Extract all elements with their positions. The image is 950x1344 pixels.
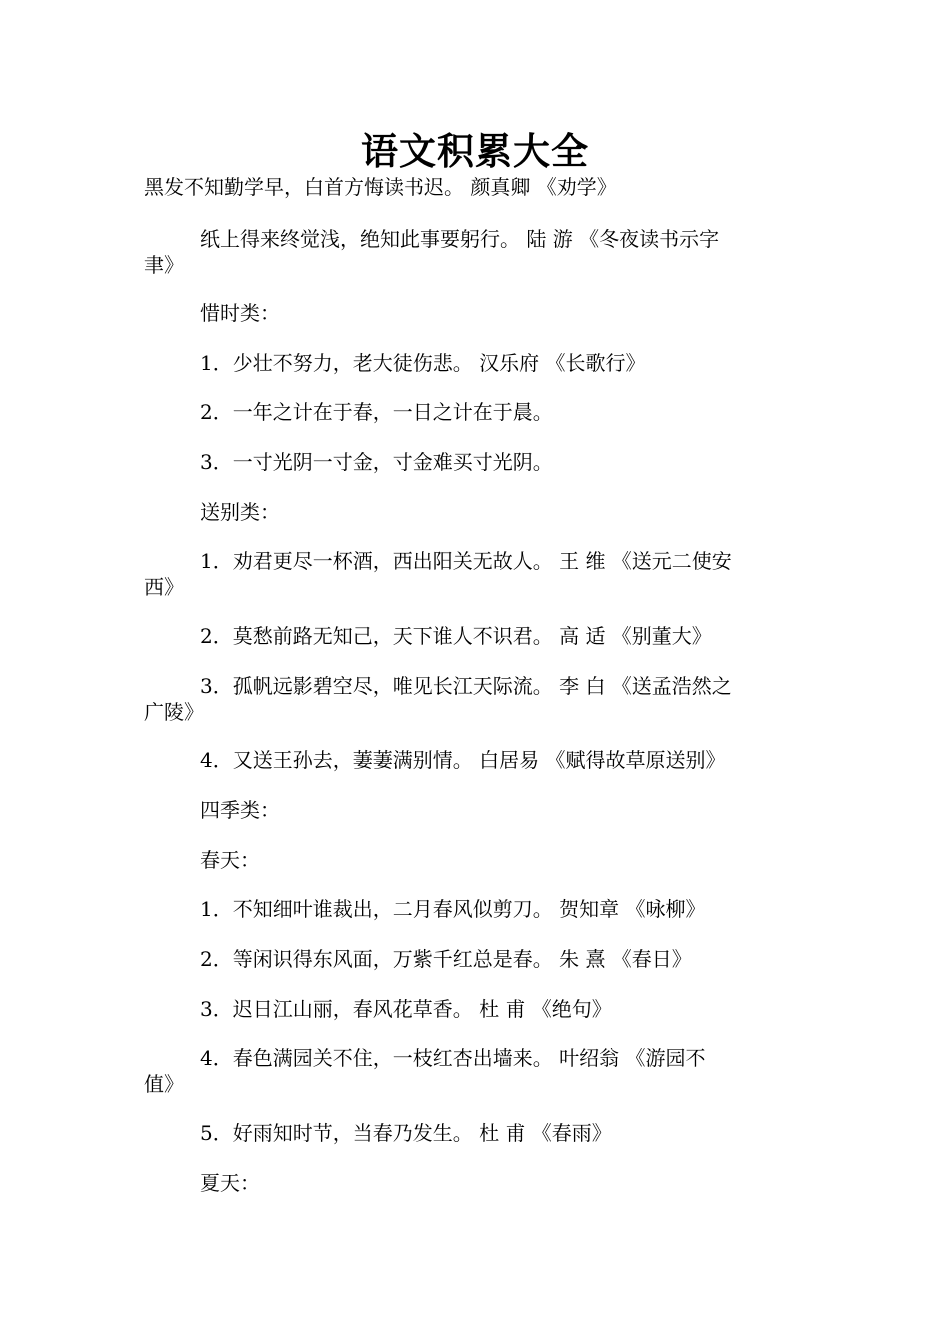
text-line: 1．不知细叶谁裁出，二月春风似剪刀。 贺知章 《咏柳》 xyxy=(200,897,706,921)
text-line: 3．一寸光阴一寸金，寸金难买寸光阴。 xyxy=(200,450,553,474)
section-heading: 夏天： xyxy=(200,1171,260,1195)
section-heading: 四季类： xyxy=(200,798,280,822)
text-line: 黑发不知勤学早，白首方悔读书迟。 颜真卿 《劝学》 xyxy=(144,175,617,199)
text-line: 西》 xyxy=(144,575,184,599)
section-heading: 送别类： xyxy=(200,500,280,524)
text-line: 1．劝君更尽一杯酒，西出阳关无故人。 王 维 《送元二使安 xyxy=(200,549,732,573)
page-title: 语文积累大全 xyxy=(361,129,589,173)
section-heading: 春天： xyxy=(200,848,260,872)
text-line: 3．孤帆远影碧空尽，唯见长江天际流。 李 白 《送孟浩然之 xyxy=(200,674,732,698)
text-line: 1．少壮不努力，老大徒伤悲。 汉乐府 《长歌行》 xyxy=(200,351,646,375)
text-line: 2．一年之计在于春，一日之计在于晨。 xyxy=(200,400,553,424)
text-line: 2．等闲识得东风面，万紫千红总是春。 朱 熹 《春日》 xyxy=(200,947,692,971)
text-line: 聿》 xyxy=(144,253,184,277)
section-heading: 惜时类： xyxy=(200,301,280,325)
text-line: 3．迟日江山丽，春风花草香。 杜 甫 《绝句》 xyxy=(200,997,612,1021)
text-line: 2．莫愁前路无知己，天下谁人不识君。 高 适 《别董大》 xyxy=(200,624,712,648)
text-line: 广陵》 xyxy=(144,700,204,724)
text-line: 纸上得来终觉浅，绝知此事要躬行。 陆 游 《冬夜读书示字 xyxy=(200,227,720,251)
text-line: 4．春色满园关不住，一枝红杏出墙来。 叶绍翁 《游园不 xyxy=(200,1046,706,1070)
text-line: 4．又送王孙去，萋萋满别情。 白居易 《赋得故草原送别》 xyxy=(200,748,726,772)
text-line: 5．好雨知时节，当春乃发生。 杜 甫 《春雨》 xyxy=(200,1121,612,1145)
text-line: 值》 xyxy=(144,1072,184,1096)
